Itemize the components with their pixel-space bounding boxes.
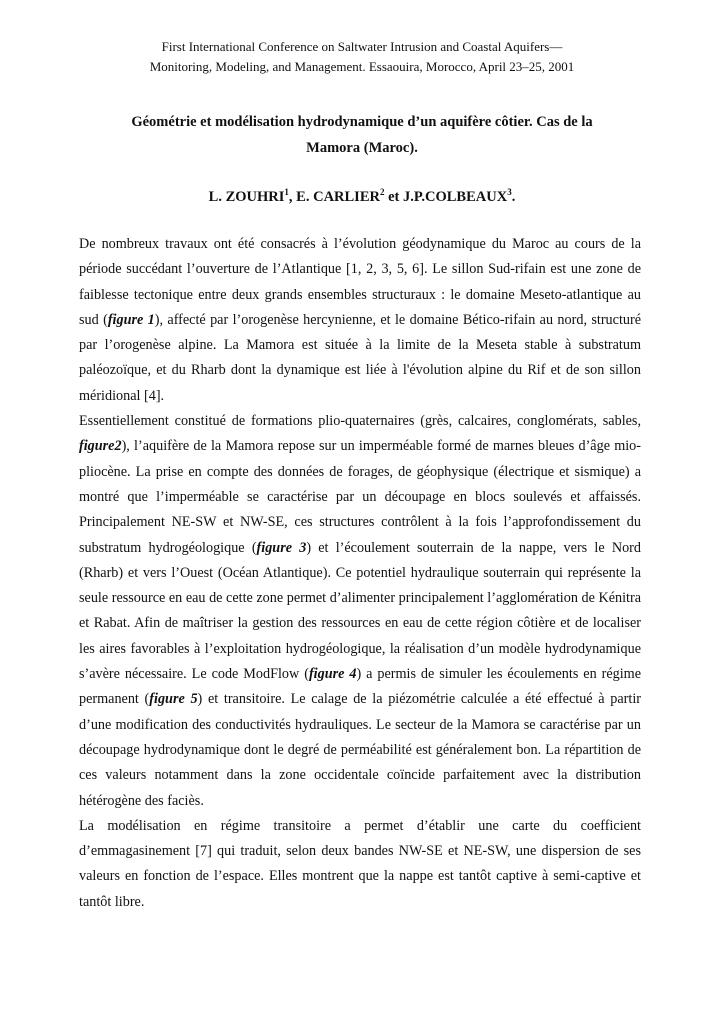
figure-3-ref: figure 3 bbox=[256, 539, 307, 556]
author-list-end: . bbox=[511, 188, 516, 205]
conference-header bbox=[0, 37, 724, 77]
author-2-affiliation: 2 bbox=[379, 187, 385, 197]
paragraph-2-text-a: Essentiellement constitué de formations plio-quaternaires (grès, calcaires, conglomérats, sables, bbox=[79, 413, 641, 430]
conference-header-line-1: First International Conference on Saltwater Intrusion and Coastal Aquifers— bbox=[161, 39, 563, 54]
author-1-affiliation: 1 bbox=[284, 187, 289, 197]
conference-header-line-2: Monitoring, Modeling, and Management. Essaouira, Morocco, April 23–25, 2001 bbox=[149, 59, 575, 74]
author-3-affiliation: 3 bbox=[507, 187, 512, 197]
paper-title bbox=[60, 109, 664, 161]
paper-title-line-1: Géométrie et modélisation hydrodynamique d’un aquifère côtier. Cas de la bbox=[131, 114, 593, 130]
paragraph-2-text-c: ) et l’écoulement souterrain de la nappe, vers le Nord (Rharb) et vers l’Ouest (Océan Atlantique). Ce potentiel hydraulique souterrain qui représente la seule ressource en eau de cette zone permet d’alimenter principalement l’agglomération de Kénitra et Rabat. Afin de maîtriser la gestion des ressources en eau de cette région côtière et de localiser les aires favorables à l’exploitation hydrogéologique, la réalisation d’un modèle hydrodynamique s’avère nécessaire. Le code ModFlow ( bbox=[79, 539, 642, 683]
paragraph-1-text-b: ), affecté par l’orogenèse hercynienne, et le domaine Bético-rifain au nord, structuré par l’orogenèse alpine. La Mamora est située à la limite de la Meseta stable à substratum paléozoïque, et du Rharb dont la dynamique est liée à l'évolution alpine du Rif et de son sillon méridional [4]. bbox=[79, 311, 641, 404]
body-text bbox=[79, 232, 641, 915]
paragraph-2-text-d: ) a permis de simuler les écoulements en régime permanent ( bbox=[79, 666, 642, 708]
author-2: , E. CARLIER bbox=[288, 188, 380, 205]
author-1: L. ZOUHRI bbox=[208, 188, 285, 205]
paragraph-2-text-b: ), l’aquifère de la Mamora repose sur un imperméable formé de marnes bleues d’âge mio-pliocène. La prise en compte des données de forages, de géophysique (électrique et sismique) a montré que l’imperméable se caractérise par un découpage en blocs soulevés et affaissés. Principalement NE-SW et NW-SE, ces structures contrôlent à la fois l’approfondissement du substratum hydrogéologique ( bbox=[79, 438, 641, 556]
author-3: et J.P.COLBEAUX bbox=[384, 188, 508, 205]
author-list bbox=[0, 181, 724, 208]
figure-1-ref: figure 1 bbox=[107, 311, 155, 328]
figure-2-ref: figure2 bbox=[79, 438, 122, 455]
figure-5-ref: figure 5 bbox=[149, 691, 198, 708]
paragraph-1 bbox=[79, 232, 641, 409]
paragraph-3 bbox=[79, 814, 641, 915]
paper-title-line-2: Mamora (Maroc). bbox=[306, 140, 418, 156]
paragraph-3-text: La modélisation en régime transitoire a permet d’établir une carte du coefficient d’emmagasinement [7] qui traduit, selon deux bandes NW-SE et NE-SW, une dispersion de ses valeurs en fonction de l’espace. Elles montrent que la nappe est tantôt captive à semi-captive et tantôt libre. bbox=[79, 817, 641, 910]
paragraph-2 bbox=[79, 409, 641, 814]
paragraph-1-text-a: De nombreux travaux ont été consacrés à l’évolution géodynamique du Maroc au cours de la période succédant l’ouverture de l’Atlantique [1, 2, 3, 5, 6]. Le sillon Sud-rifain est une zone de faiblesse tectonique entre deux grands ensembles structuraux : le domaine Meseto-atlantique au sud ( bbox=[79, 236, 641, 328]
paragraph-2-text-e: ) et transitoire. Le calage de la piézométrie calculée a été effectué à partir d’une modification des conductivités hydrauliques. Le secteur de la Mamora se caractérise par un découpage hydrodynamique dont le degré de perméabilité est généralement bon. La répartition de ces valeurs notamment dans la zone occidentale coïncide parfaitement avec la distribution hétérogène des faciès. bbox=[79, 691, 641, 809]
figure-4-ref: figure 4 bbox=[308, 666, 357, 683]
